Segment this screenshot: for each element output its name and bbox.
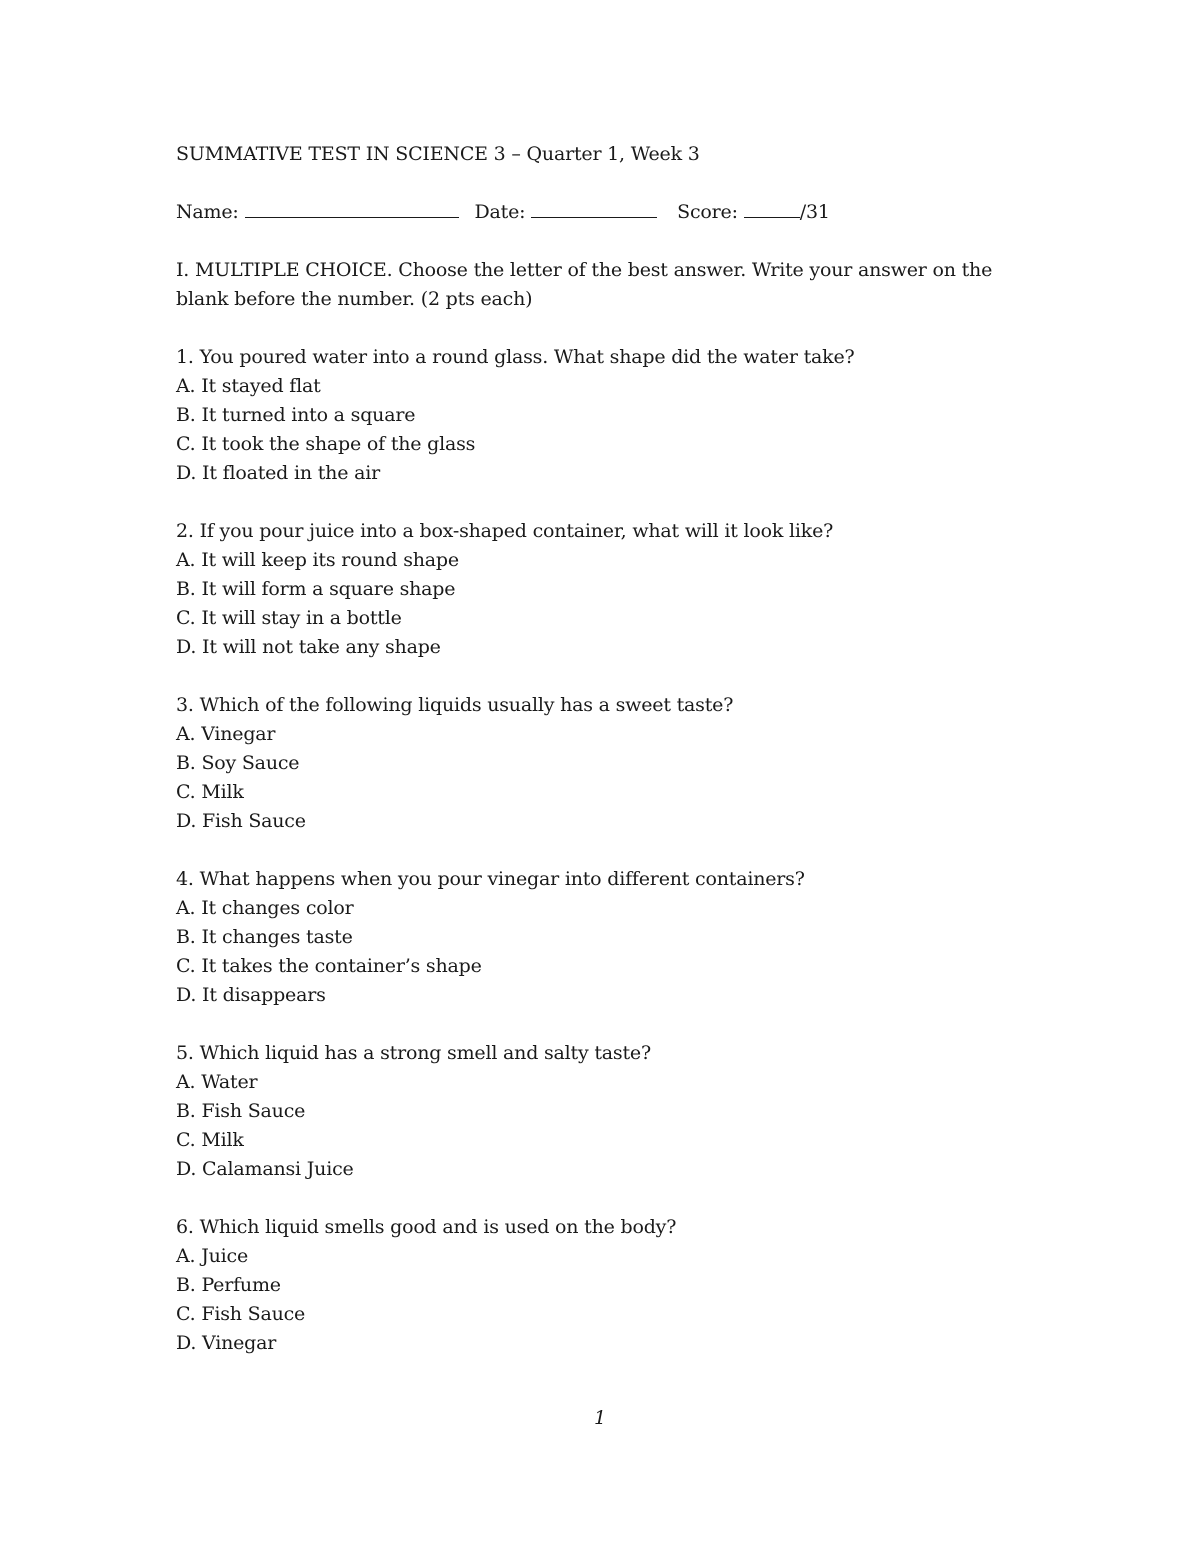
choice-d: D. Vinegar [176, 1332, 277, 1354]
question-6 [176, 1213, 1036, 1358]
choice-b: B. Fish Sauce [176, 1100, 306, 1122]
question-text: 1. You poured water into a round glass. What shape did the water take? [176, 346, 855, 368]
score-total: /31 [799, 201, 830, 223]
question-2 [176, 517, 1036, 662]
page-title: SUMMATIVE TEST IN SCIENCE 3 – Quarter 1, Week 3 [176, 143, 700, 165]
choice-a: A. It changes color [176, 897, 354, 919]
choice-b: B. It changes taste [176, 926, 353, 948]
choice-a: A. Juice [176, 1245, 249, 1267]
choice-d: D. It disappears [176, 984, 326, 1006]
choice-a: A. Water [176, 1071, 258, 1093]
date-blank[interactable] [531, 199, 657, 218]
choice-b: B. It turned into a square [176, 404, 416, 426]
choice-c: C. It will stay in a bottle [176, 607, 402, 629]
choice-a: A. It stayed flat [176, 375, 321, 397]
question-4 [176, 865, 1036, 1010]
choice-b: B. It will form a square shape [176, 578, 456, 600]
choice-c: C. Fish Sauce [176, 1303, 306, 1325]
choice-d: D. Calamansi Juice [176, 1158, 354, 1180]
question-text: 2. If you pour juice into a box-shaped container, what will it look like? [176, 520, 834, 542]
test-page [176, 140, 1036, 1387]
choice-b: B. Soy Sauce [176, 752, 300, 774]
name-label: Name: [176, 201, 239, 223]
question-text: 5. Which liquid has a strong smell and salty taste? [176, 1042, 651, 1064]
score-label: Score: [677, 201, 738, 223]
choice-c: C. It takes the container’s shape [176, 955, 482, 977]
score-blank[interactable] [744, 199, 800, 218]
choice-c: C. Milk [176, 781, 244, 803]
choice-d: D. Fish Sauce [176, 810, 306, 832]
question-text: 6. Which liquid smells good and is used on the body? [176, 1216, 677, 1238]
choice-c: C. It took the shape of the glass [176, 433, 476, 455]
choice-c: C. Milk [176, 1129, 244, 1151]
question-text: 3. Which of the following liquids usually has a sweet taste? [176, 694, 734, 716]
choice-d: D. It floated in the air [176, 462, 380, 484]
question-3 [176, 691, 1036, 836]
question-text: 4. What happens when you pour vinegar into different containers? [176, 868, 805, 890]
question-5 [176, 1039, 1036, 1184]
name-blank[interactable] [245, 199, 459, 218]
choice-b: B. Perfume [176, 1274, 281, 1296]
date-label: Date: [474, 201, 526, 223]
choice-a: A. It will keep its round shape [176, 549, 459, 571]
choice-a: A. Vinegar [176, 723, 276, 745]
choice-d: D. It will not take any shape [176, 636, 441, 658]
question-1 [176, 343, 1036, 488]
page-number: 1 [593, 1407, 607, 1429]
instructions: I. MULTIPLE CHOICE. Choose the letter of the best answer. Write your answer on the blank before the number. (2 pts each) [176, 259, 993, 310]
student-info-line [176, 198, 1036, 227]
